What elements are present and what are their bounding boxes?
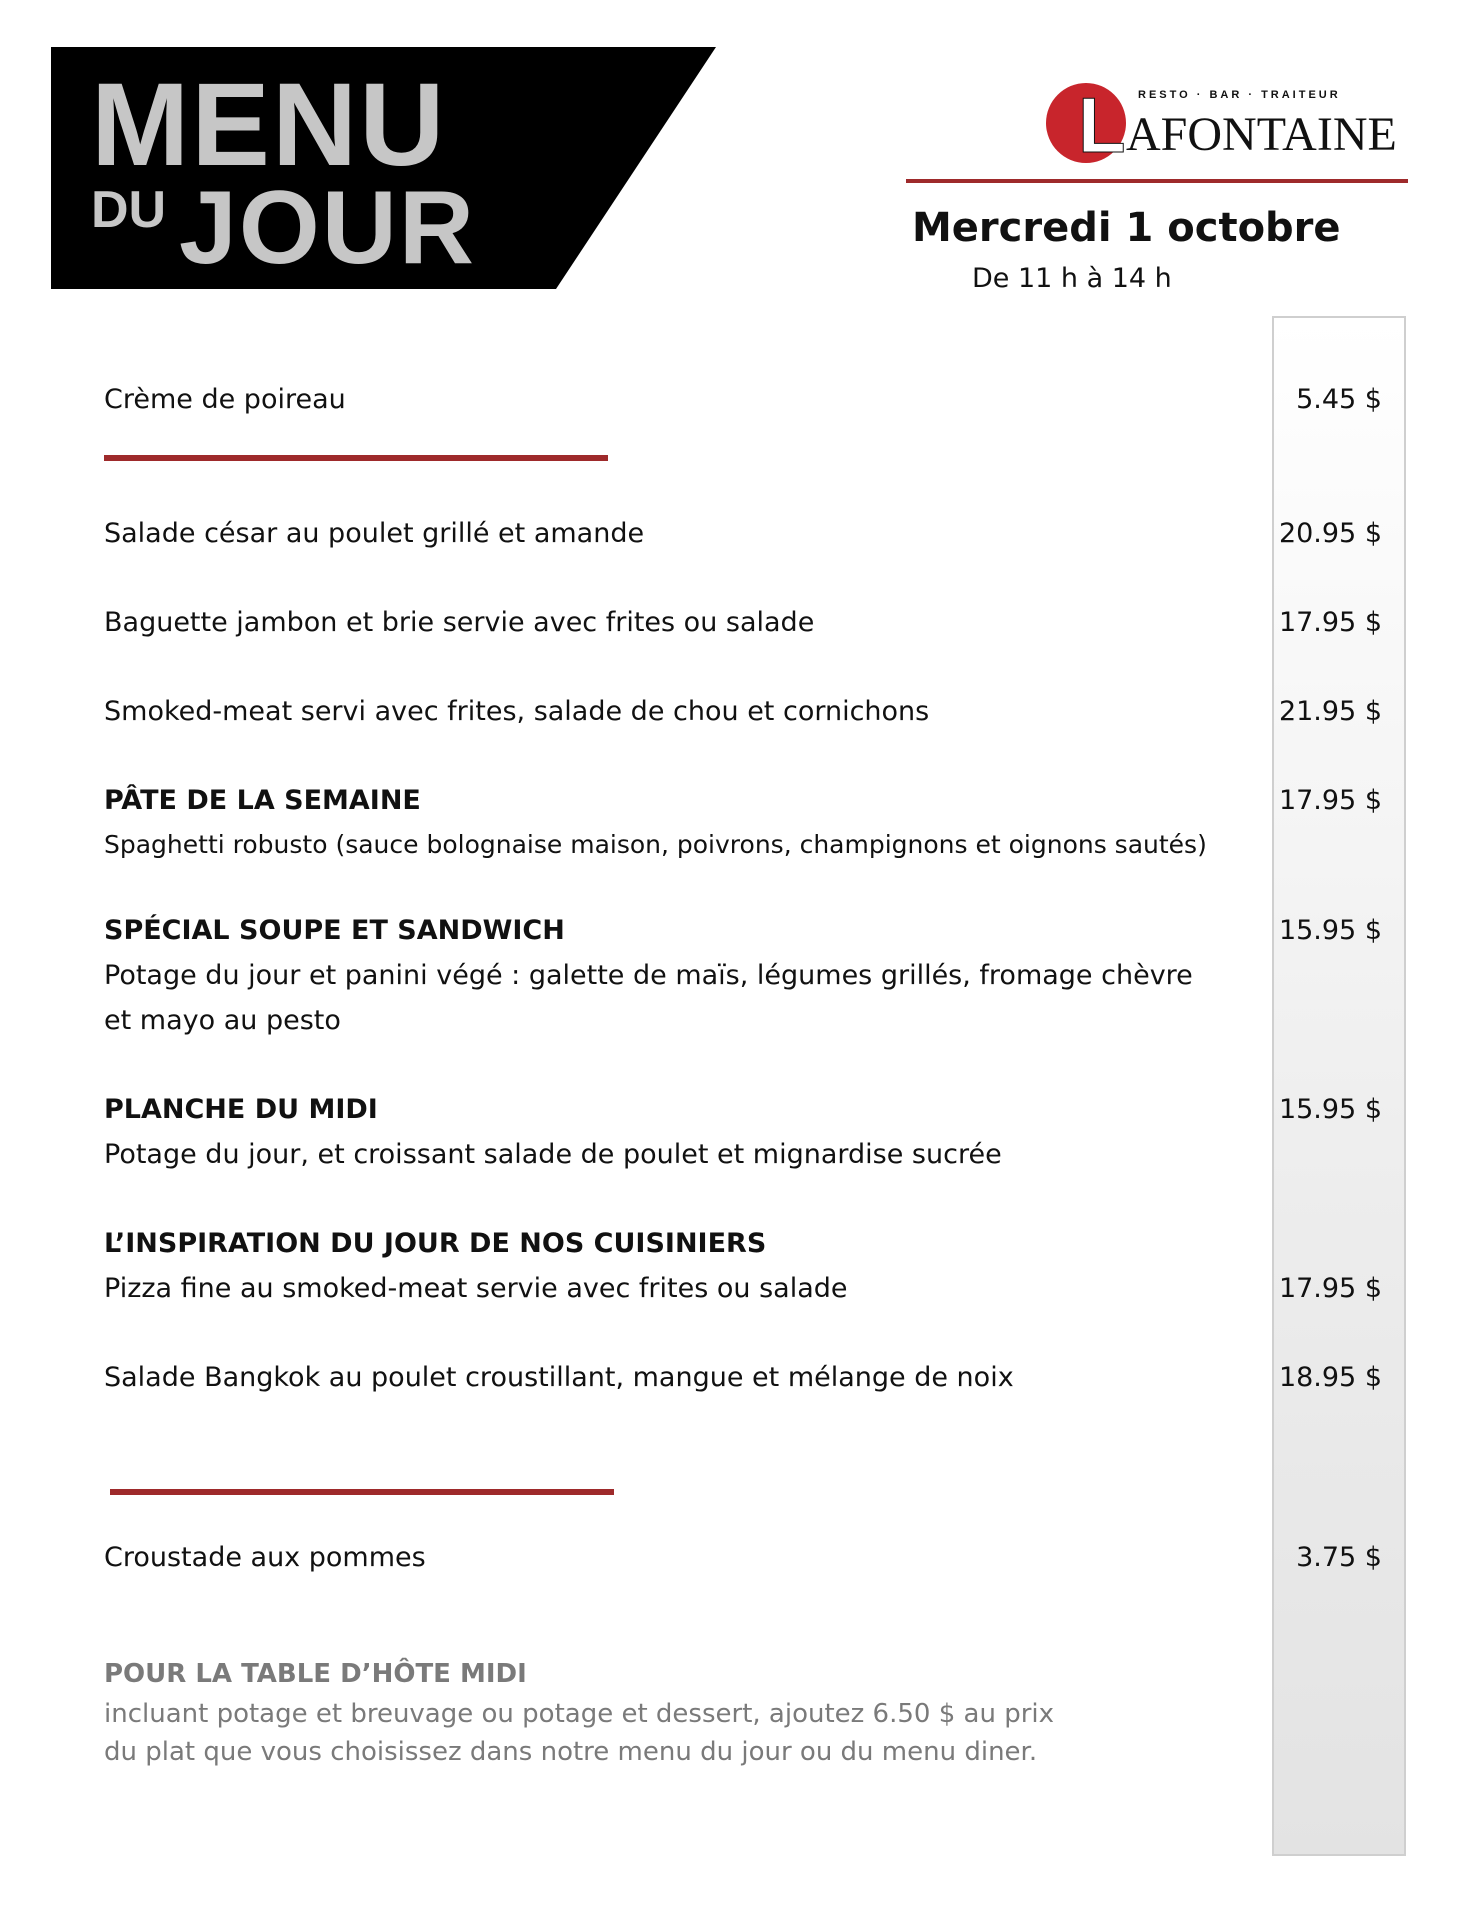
logo-graphic (1046, 80, 1412, 166)
banner-jour-text: JOUR (179, 170, 476, 286)
table-hote-line1: incluant potage et breuvage ou potage et dessert, ajoutez 6.50 $ au prix (104, 1699, 1055, 1729)
logo-letter: L (1078, 81, 1126, 166)
soup-price: 5.45 $ (1296, 384, 1382, 415)
lafontaine-logo (1046, 80, 1412, 166)
menu-hours: De 11 h à 14 h (972, 263, 1172, 294)
main-item-price: 17.95 $ (1278, 607, 1382, 638)
soup-sandwich-desc-line1: Potage du jour et panini végé : galette de maïs, légumes grillés, fromage chèvre (104, 960, 1193, 991)
banner-du-text: DU (91, 181, 167, 239)
table-hote-line2: du plat que vous choisissez dans notre menu du jour ou du menu diner. (104, 1737, 1038, 1767)
inspiration-item-name: Pizza fine au smoked-meat servie avec frites ou salade (104, 1273, 848, 1304)
inspiration-title: L’INSPIRATION DU JOUR DE NOS CUISINIERS (104, 1228, 767, 1259)
main-item-name: Baguette jambon et brie servie avec frites ou salade (104, 607, 815, 638)
pasta-title: PÂTE DE LA SEMAINE (104, 785, 421, 816)
main-item-price: 20.95 $ (1278, 518, 1382, 549)
main-item-name: Salade césar au poulet grillé et amande (104, 518, 645, 549)
dessert-price: 3.75 $ (1296, 1542, 1382, 1573)
menu-date: Mercredi 1 octobre (912, 205, 1341, 251)
soup-sandwich-desc-line2: et mayo au pesto (104, 1005, 341, 1036)
pasta-description: Spaghetti robusto (sauce bolognaise maison, poivrons, champignons et oignons sautés) (104, 830, 1207, 859)
section-separator (104, 455, 608, 461)
soup-sandwich-price: 15.95 $ (1278, 915, 1382, 946)
planche-title: PLANCHE DU MIDI (104, 1094, 378, 1125)
inspiration-item-name: Salade Bangkok au poulet croustillant, mangue et mélange de noix (104, 1362, 1014, 1393)
inspiration-item-price: 18.95 $ (1278, 1362, 1382, 1393)
logo-tagline: RESTO · BAR · TRAITEUR (1138, 89, 1341, 101)
soup-name: Crème de poireau (104, 384, 346, 415)
dessert-name: Croustade aux pommes (104, 1542, 426, 1573)
main-item-price: 21.95 $ (1278, 696, 1382, 727)
table-hote-title: POUR LA TABLE D’HÔTE MIDI (104, 1659, 527, 1689)
soup-sandwich-title: SPÉCIAL SOUPE ET SANDWICH (104, 915, 565, 946)
menu-du-jour-banner (51, 47, 716, 289)
planche-price: 15.95 $ (1278, 1094, 1382, 1125)
main-item-name: Smoked-meat servi avec frites, salade de chou et cornichons (104, 696, 930, 727)
header-rule (906, 179, 1408, 183)
banner-graphic (51, 47, 716, 289)
inspiration-item-price: 17.95 $ (1278, 1273, 1382, 1304)
banner-menu-text: MENU (91, 59, 447, 191)
logo-name: AFONTAINE (1126, 108, 1397, 161)
section-separator (110, 1489, 614, 1495)
pasta-price: 17.95 $ (1278, 785, 1382, 816)
planche-description: Potage du jour, et croissant salade de poulet et mignardise sucrée (104, 1139, 1002, 1170)
